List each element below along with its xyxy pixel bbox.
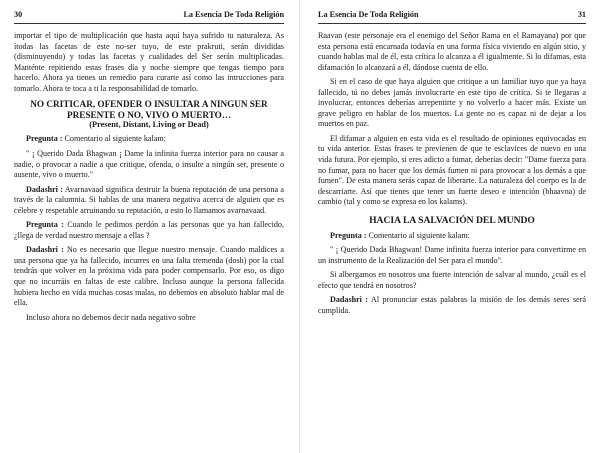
page-header (14, 10, 284, 24)
paragraph-text: Comentario al siguiente kalam: (62, 134, 166, 144)
paragraph (14, 134, 284, 145)
paragraph-text: No es necesario que llegue nuestro mensaje. Cuando maldices a una persona que ya ha fallecido, incurres en una falta tremenda (dosh) por la cual tendrás que volver en la próxima vida para poder compensarlo. Por eso, os digo que no incurráis en faltas de este calibre. Incluso aunque la persona fallecida hubiera hecho en vida muchas cosas malas, no debemos en absoluto hablar mal de ella. (14, 245, 284, 308)
page-number: 31 (577, 10, 586, 19)
paragraph-text: Comentario al siguiente kalam: (366, 230, 470, 240)
paragraph: importar el tipo de multiplicación que hasta aquí haya sufrido tu naturaleza. As ítodas las facetas de este no-ser tuyo, de este prakruti, serán divididas (disminuyendo) y todas las facetas y cualidades del Ser serán multiplicadas. Manténte repitiendo estas frases día y noche siempre que tengas tiempo para hacerlo. Ahora ya tienes un remedio para curarte así como las intrucciones para tomarlo. Ahora te toca a ti la responsabilidad de tomarlo. (14, 31, 284, 93)
paragraph-text: Cuando le pedimos perdón a las personas que ya han fallecido, ¿llega de verdad nuestro mensaje a ellas ? (14, 220, 284, 240)
running-title: La Esencia De Toda Religión (318, 10, 419, 19)
right-page (300, 0, 600, 453)
paragraph (14, 220, 284, 241)
page-number: 30 (14, 10, 23, 19)
speaker-label: Dadashri : (330, 295, 369, 305)
paragraph: El difamar a alguien en esta vida es el resultado de opiniones equivocadas en tu vida anterior. Estas frases te previenen de que te esclavices de nuevo en una vida futura. Por ejemplo, si eres adicto a fumar, deberías decir: "Dame fuerza para no fumar, para no hacer que los demás fumen ni para provocar a los demás a que fumen". De esta manera serás capaz de liberarte. La naturaleza del cuerpo es la de descarriarte. Así que tienes que tener un fuerte deseo e intención (bhaavna) de cambio (tal y como se expresa en los kalams). (318, 133, 586, 207)
speaker-label: Pregunta : (26, 134, 63, 144)
paragraph-text: Al pronunciar estas palabras la misión de los demás seres será cumplida. (318, 295, 586, 316)
page-header (318, 10, 586, 24)
paragraph (318, 295, 586, 316)
paragraph: Incluso ahora no debemos decir nada negativo sobre (26, 312, 196, 322)
paragraph (14, 245, 284, 308)
section-heading: NO CRITICAR, OFENDER O INSULTAR A NINGUN SER PRESENTE O NO, VIVO O MUERTO… (30, 99, 268, 120)
paragraph: " ¡ Querido Dada Bhagwan ¡ Dame la infinita fuerza interior para no causar a nadie, o provocar a nadie a que critique, ofenda, o insulte a ningún ser, presente o ausente, vivo o muerto." (14, 149, 284, 180)
paragraph (14, 185, 284, 217)
paragraph: Si en el caso de que haya alguien que critique a un familiar tuyo que ya haya fallecido, tú no debes jamás involucrarte en este tipo de crítica. Si te llegaras a involucrar, entonces deberías arrepentirte y no volverlo a hacer más. Existe un grave peligro en hablar de los muertos. La gente no es capaz ni de dejar a los muertos en paz. (318, 77, 586, 129)
paragraph (318, 231, 586, 242)
paragraph: " ¡ Querido Dada Bhagwan! Dame infinita fuerza interior para convertirme en un instrumento de la Realización del Ser para el mundo". (318, 245, 586, 265)
speaker-label: Pregunta : (330, 230, 367, 240)
running-title: La Esencia De Toda Religión (183, 10, 284, 19)
section-subheading: (Present, Distant, Living or Dead) (89, 120, 209, 130)
speaker-label: Dadashri : (26, 184, 63, 194)
speaker-label: Pregunta : (26, 220, 64, 230)
paragraph: Si albergamos en nosotros una fuerte intención de salvar al mundo, ¿cuál es el efecto que tendrá en nosotros? (318, 270, 586, 290)
paragraph: Raavan (este personaje era el enemigo del Señor Rama en el Ramayana) por que esta persona está encarnada todavía en una forma física viviendo en algún sitio, y cuando hablas mal de él, esta crítica lo alcanza a él igualmente. Si lo difamas, esta difamación lo alcanzará a él, dándose cuenta de ello. (318, 31, 586, 72)
speaker-label: Dadashri : (26, 245, 64, 255)
paragraph-text: Avarnavaad significa destruir la buena reputación de una persona a través de la calumnia. Si hablas de una manera negativa acerca de alguien que es célebre y respetable arruinando su reputación, a esto lo llamamos avarnavaad. (14, 184, 284, 215)
section-heading: HACIA LA SALVACIÓN DEL MUNDO (369, 214, 535, 226)
